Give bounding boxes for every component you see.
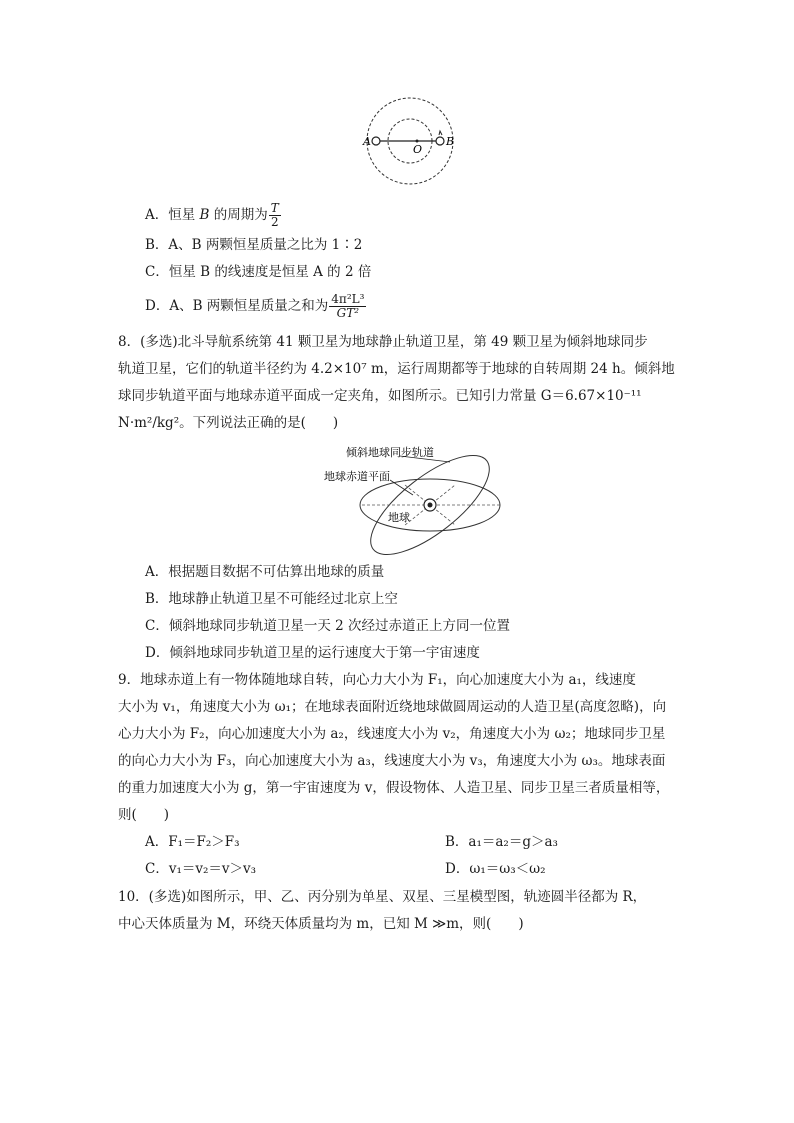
q9-stem-line: 心力大小为 F₂，向心加速度大小为 a₂，线速度大小为 v₂，角速度大小为 ω₂；地球同步卫星 [118,726,666,742]
q9-stem-line: 的向心力大小为 F₃，向心加速度大小为 a₃，线速度大小为 v₃，角速度大小为 ω₃。地球表面 [118,753,666,769]
q8-stem-line: 球同步轨道平面与地球赤道平面成一定夹角，如图所示。已知引力常量 G＝6.67×10⁻¹¹ [118,388,642,404]
star-a [372,137,380,145]
q8-stem-line: N·m²/kg²。下列说法正确的是( ) [118,415,339,431]
q9-option-a: A．F₁＝F₂＞F₃ [145,834,240,850]
inclined-orbit-label: 倾斜地球同步轨道 [346,446,434,459]
q8-option-b: B．地球静止轨道卫星不可能经过北京上空 [145,591,398,607]
star-b [436,137,444,145]
q10-stem-line: 10．(多选)如图所示，甲、乙、丙分别为单星、双星、三星模型图，轨迹圆半径都为 R， [118,889,647,905]
q9-option-d: D．ω₁＝ω₃＜ω₂ [445,861,546,877]
binary-star-figure [355,95,465,187]
earth-label: 地球 [388,511,410,524]
q10-stem-line: 中心天体质量为 M，环绕天体质量均为 m，已知 M ≫m，则( ) [118,916,524,932]
q8-option-d: D．倾斜地球同步轨道卫星的运行速度大于第一宇宙速度 [145,645,480,661]
fraction: $\frac{\text{4π²L³}}{\text{GT²}}$ [331,292,365,320]
label-a: A [363,135,371,148]
label-o: O [413,143,423,156]
q9-stem-line: 9．地球赤道上有一物体随地球自转，向心力大小为 F₁，向心加速度大小为 a₁，线速度 [118,672,636,688]
q9-stem-line: 的重力加速度大小为 g，第一宇宙速度为 v，假设物体、人造卫星、同步卫星三者质量相等， [118,780,670,796]
q7-option-c: C．恒星 B 的线速度是恒星 A 的 2 倍 [145,264,372,280]
q9-option-c: C．v₁＝v₂＝v＞v₃ [145,861,257,877]
q8-option-c: C．倾斜地球同步轨道卫星一天 2 次经过赤道正上方同一位置 [145,618,511,634]
q8-stem-line: 8．(多选)北斗导航系统第 41 颗卫星为地球静止轨道卫星，第 49 颗卫星为倾斜地球同步 [118,334,648,350]
q9-option-b: B．a₁＝a₂＝g＞a₃ [445,834,558,850]
q8-stem-line: 轨道卫星，它们的轨道半径约为 4.2×10⁷ m，运行周期都等于地球的自转周期 24 h。倾斜地 [118,361,675,377]
fraction: $\frac{T}{2}$ [270,201,279,229]
q7-option-a: A．恒星 B 的周期为 $\frac{T}{2}$ [145,201,279,229]
equator-plane-label: 地球赤道平面 [324,470,390,483]
q7-option-d: D．A、B 两颗恒星质量之和为 $\frac{\text{4π²L³}}{\text{GT²}}$ [145,292,365,320]
q8-option-a: A．根据题目数据不可估算出地球的质量 [145,564,385,580]
orbit-figure [310,440,510,560]
q9-stem-line: 大小为 v₁，角速度大小为 ω₁；在地球表面附近绕地球做圆周运动的人造卫星(高度忽略)，向 [118,699,667,715]
label-b: B [446,135,455,148]
q7-option-b: B．A、B 两颗恒星质量之比为 1∶2 [145,237,363,253]
q9-stem-line: 则( ) [118,807,170,823]
